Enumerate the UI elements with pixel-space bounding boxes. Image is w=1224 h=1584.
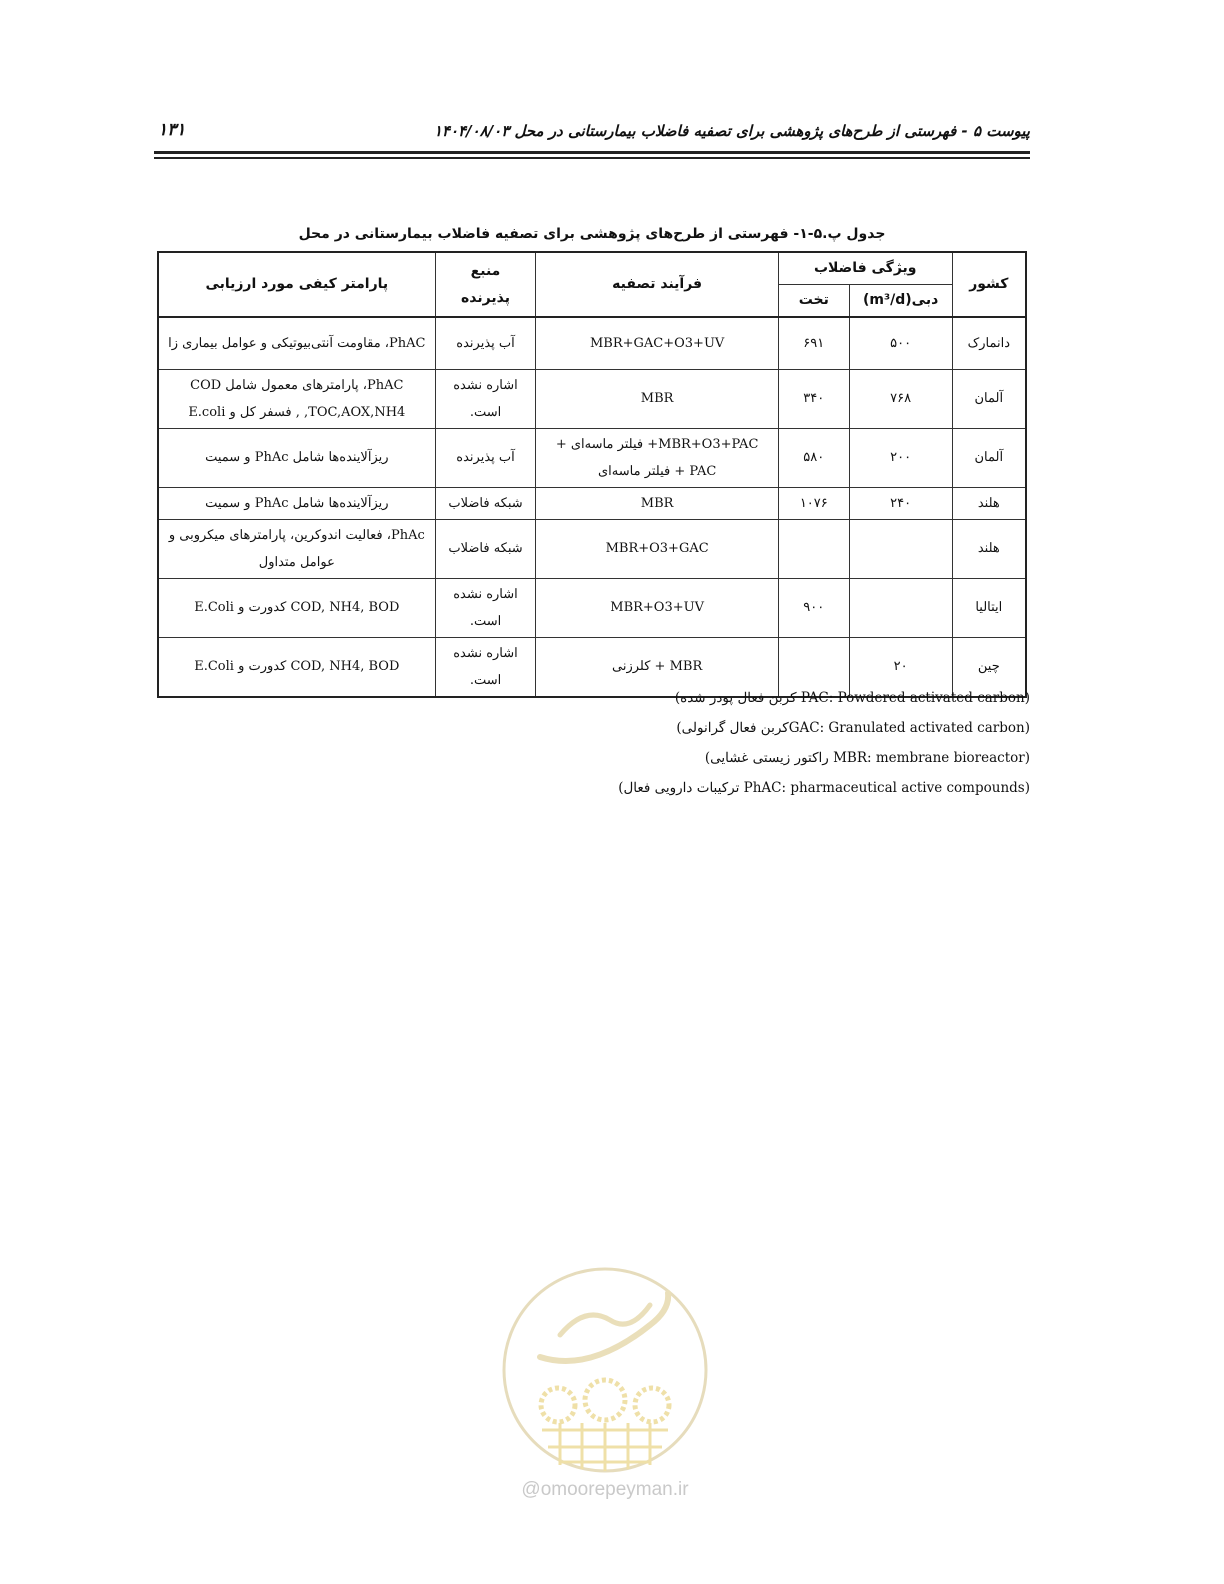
table-row [158, 428, 1026, 487]
header-rule-thick [154, 151, 1030, 154]
table-row [158, 317, 1026, 369]
table-caption: جدول پ.۵-۱- فهرستی از طرح‌های پژوهشی برای تصفیه فاضلاب بیمارستانی در محل [298, 226, 886, 242]
cell-receiver: اشاره نشده است. [435, 578, 536, 637]
cell-receiver: شبکه فاضلاب [435, 487, 536, 519]
page-header [154, 118, 1030, 148]
note-pac: (PAC: Powdered activated carbon کربن فعال پودر شده) [674, 690, 1030, 706]
note-mbr: (MBR: membrane bioreactor راکتور زیستی غشایی) [704, 750, 1030, 766]
cell-process: MBR+O3+PAC+ فیلتر ماسه‌ای + PAC + فیلتر ماسه‌ای [536, 428, 778, 487]
cell-flow [849, 578, 952, 637]
cell-country: آلمان [952, 369, 1026, 428]
cell-country: هلند [952, 519, 1026, 578]
cell-receiver: اشاره نشده است. [435, 637, 536, 697]
cell-receiver: شبکه فاضلاب [435, 519, 536, 578]
cell-beds [778, 519, 849, 578]
table-row [158, 487, 1026, 519]
cell-beds: ۹۰۰ [778, 578, 849, 637]
header-country: کشور [952, 252, 1026, 317]
cell-process: MBR + کلرزنی [536, 637, 778, 697]
cell-country: آلمان [952, 428, 1026, 487]
cell-country: چین [952, 637, 1026, 697]
cell-country: ایتالیا [952, 578, 1026, 637]
cell-receiver: آب پذیرنده [435, 317, 536, 369]
cell-beds: ۱۰۷۶ [778, 487, 849, 519]
cell-params: COD, NH4, BOD کدورت و E.Coli [158, 637, 435, 697]
cell-params: ریزآلاینده‌ها شامل PhAc و سمیت [158, 487, 435, 519]
abbreviation-notes [154, 684, 1030, 804]
cell-params: PhAC، مقاومت آنتی‌بیوتیکی و عوامل بیماری زا [158, 317, 435, 369]
cell-process: MBR+GAC+O3+UV [536, 317, 778, 369]
cell-flow: ۲۰۰ [849, 428, 952, 487]
table-row [158, 578, 1026, 637]
cell-flow: ۲۴۰ [849, 487, 952, 519]
table-row [158, 519, 1026, 578]
header-receiver-line2: پذیرنده [461, 289, 510, 306]
header-receiver-line1: منبع [470, 262, 501, 279]
cell-country: دانمارک [952, 317, 1026, 369]
cell-process: MBR [536, 369, 778, 428]
cell-process: MBR+O3+UV [536, 578, 778, 637]
cell-process: MBR+O3+GAC [536, 519, 778, 578]
cell-receiver: آب پذیرنده [435, 428, 536, 487]
table-row [158, 369, 1026, 428]
watermark-logo [500, 1265, 710, 1475]
cell-country: هلند [952, 487, 1026, 519]
cell-params: PhAC، پارامترهای معمول شامل COD ,TOC,AOX,NH4 , فسفر کل و E.coli [158, 369, 435, 428]
cell-params: COD, NH4, BOD کدورت و E.Coli [158, 578, 435, 637]
header-beds: تخت [778, 285, 849, 318]
header-title: پیوست ۵ - فهرستی از طرح‌های پژوهشی برای تصفیه فاضلاب بیمارستانی در محل ۱۴۰۴/۰۸/۰۳ [433, 122, 1030, 140]
cell-receiver: اشاره نشده است. [435, 369, 536, 428]
header-rule-thin [154, 157, 1030, 159]
page-number: ۱۳۱ [158, 120, 186, 140]
cell-beds: ۵۸۰ [778, 428, 849, 487]
header-process: فرآیند تصفیه [536, 252, 778, 317]
watermark-text: @omoorepeyman.ir [521, 1479, 689, 1500]
watermark [500, 1265, 710, 1515]
note-gac: (GAC: Granulated activated carbonکربن فعال گرانولی) [676, 720, 1030, 736]
header-receiver [435, 252, 536, 317]
header-params: پارامتر کیفی مورد ارزیابی [158, 252, 435, 317]
note-phac: (PhAC: pharmaceutical active compounds ترکیبات دارویی فعال) [618, 780, 1030, 796]
cell-flow: ۲۰ [849, 637, 952, 697]
header-wastewater-char: ویژگی فاضلاب [778, 252, 952, 285]
cell-process: MBR [536, 487, 778, 519]
cell-flow: ۵۰۰ [849, 317, 952, 369]
cell-beds: ۶۹۱ [778, 317, 849, 369]
cell-flow [849, 519, 952, 578]
cell-params: PhAc، فعالیت اندوکرین، پارامترهای میکروبی و عوامل متداول [158, 519, 435, 578]
cell-flow: ۷۶۸ [849, 369, 952, 428]
cell-params: ریزآلاینده‌ها شامل PhAc و سمیت [158, 428, 435, 487]
header-flow: دبی(m³/d) [849, 285, 952, 318]
projects-table [157, 251, 1027, 698]
cell-beds: ۳۴۰ [778, 369, 849, 428]
